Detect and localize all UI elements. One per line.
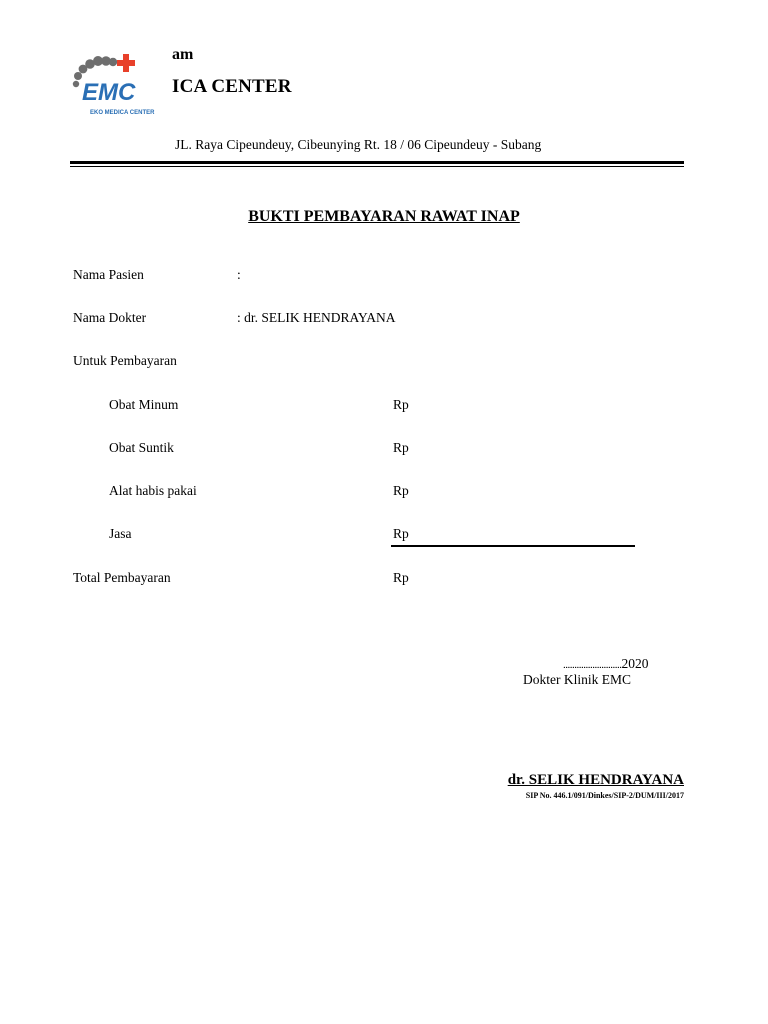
signature-sip: SIP No. 446.1/091/Dinkes/SIP-2/DUM/III/2017 — [525, 791, 684, 800]
org-name-line2: ICA CENTER — [172, 76, 292, 97]
nama-dokter-label: Nama Dokter — [73, 310, 147, 325]
address: JL. Raya Cipeundeuy, Cibeunying Rt. 18 / 06 Cipeundeuy - Subang — [175, 137, 542, 152]
signature-date — [563, 656, 649, 672]
total-pembayaran-currency: Rp — [393, 570, 409, 585]
signature-role: Dokter Klinik EMC — [523, 672, 631, 687]
emc-logo — [70, 48, 174, 118]
signature-name: dr. SELIK HENDRAYANA — [507, 772, 684, 788]
untuk-pembayaran-label: Untuk Pembayaran — [73, 353, 177, 368]
nama-pasien-label: Nama Pasien — [73, 267, 144, 282]
nama-pasien-value: : — [237, 267, 241, 282]
payment-label-alat-habis-pakai: Alat habis pakai — [109, 483, 197, 498]
header-rule-thick — [70, 161, 684, 164]
payment-currency-alat-habis-pakai: Rp — [393, 483, 409, 498]
payment-currency-obat-suntik: Rp — [393, 440, 409, 455]
payment-label-jasa: Jasa — [109, 526, 132, 541]
org-name-line1: am — [172, 46, 194, 63]
document-title: BUKTI PEMBAYARAN RAWAT INAP — [248, 208, 520, 225]
payment-currency-obat-minum: Rp — [393, 397, 409, 412]
subtotal-rule — [391, 545, 635, 547]
date-year: 2020 — [621, 656, 649, 671]
medical-cross-icon — [117, 54, 135, 72]
nama-dokter-value: : dr. SELIK HENDRAYANA — [237, 310, 396, 325]
payment-label-obat-minum: Obat Minum — [109, 397, 179, 412]
header-rule-thin — [70, 166, 684, 167]
payment-currency-jasa: Rp — [393, 526, 409, 541]
total-pembayaran-label: Total Pembayaran — [73, 570, 171, 585]
logo-emc-text: EMC — [82, 79, 136, 106]
date-dots: .......................... — [563, 659, 622, 671]
payment-label-obat-suntik: Obat Suntik — [109, 440, 174, 455]
logo-subtext: EKO MEDICA CENTER — [90, 110, 155, 116]
